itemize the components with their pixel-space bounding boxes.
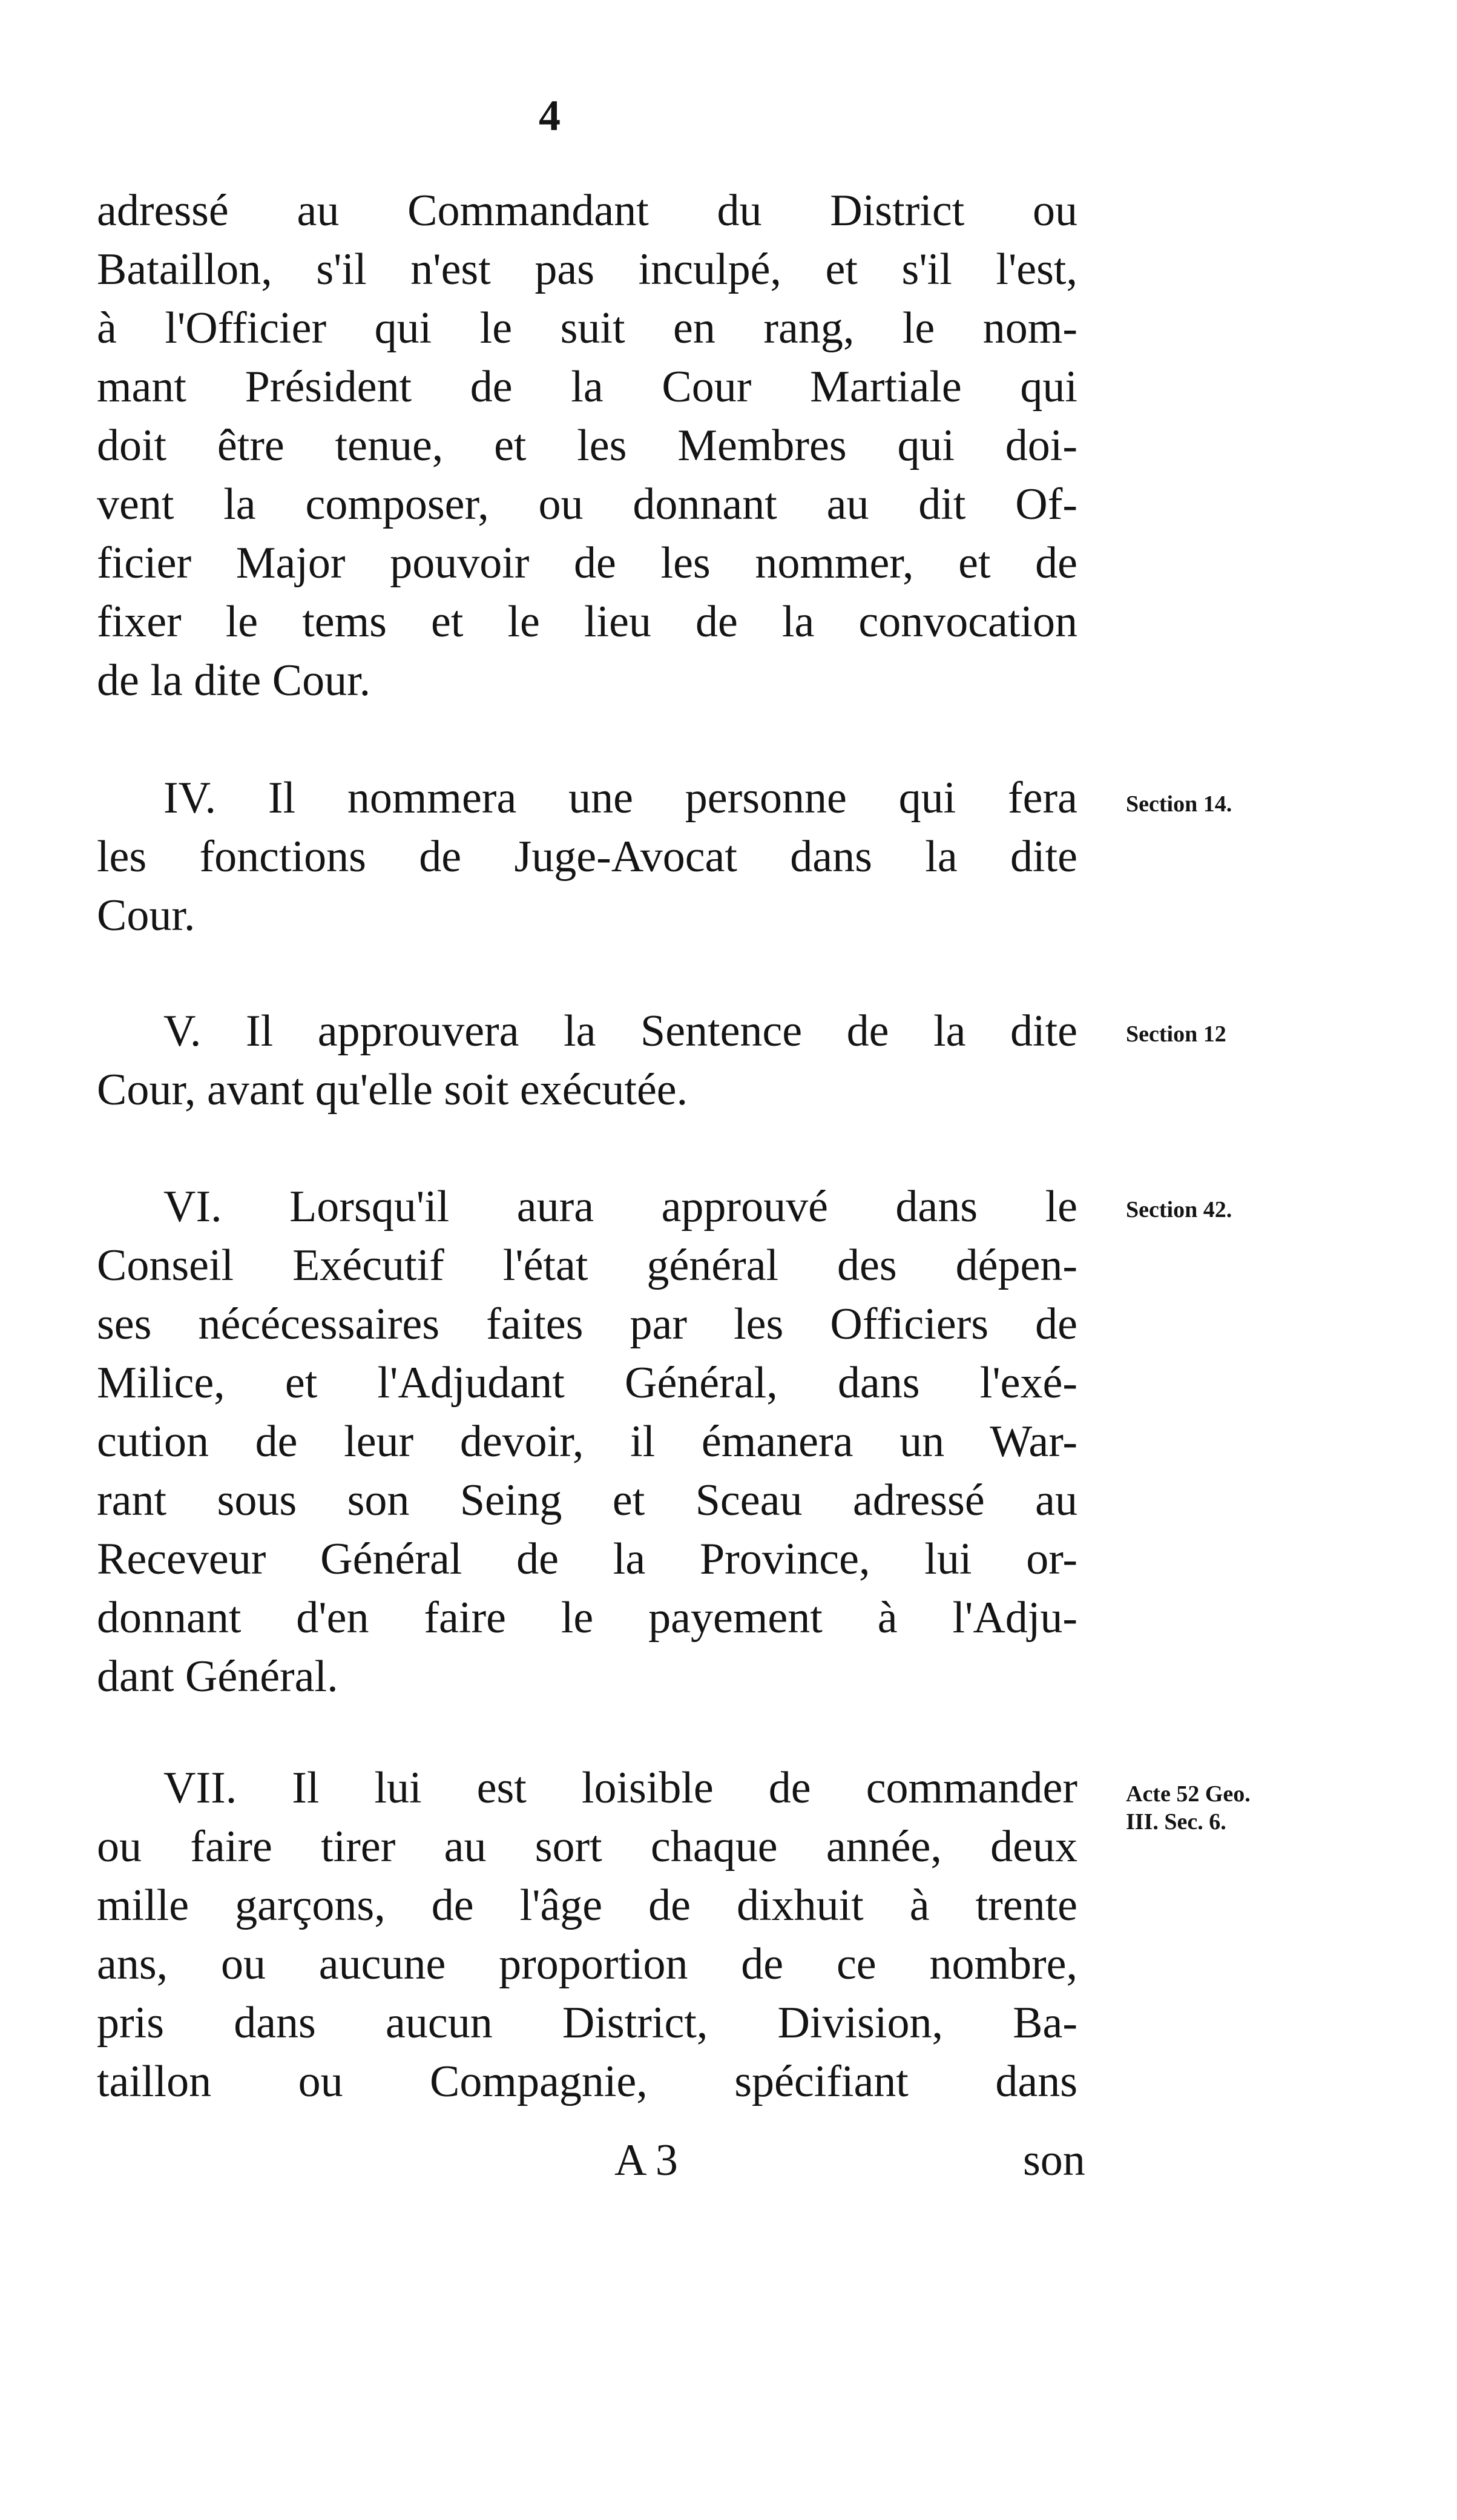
text-line: mille garçons, de l'âge de dixhuit à trente <box>97 1881 1077 1930</box>
margin-note-section <box>1126 1020 1226 1048</box>
text-line: IV. Il nommera une personne qui fera <box>163 773 1077 823</box>
text-line: adressé au Commandant du District ou <box>97 186 1077 236</box>
text-line: vent la composer, ou donnant au dit Of- <box>97 480 1077 529</box>
text-line: les fonctions de Juge-Avocat dans la dite <box>97 832 1077 882</box>
page-number: 4 <box>539 91 561 140</box>
text-line: Cour. <box>97 891 196 940</box>
text-line: Bataillon, s'il n'est pas inculpé, et s'il l'est, <box>97 245 1077 294</box>
text-line: VI. Lorsqu'il aura approuvé dans le <box>163 1182 1077 1232</box>
text-line: VII. Il lui est loisible de commander <box>163 1763 1077 1813</box>
paragraph-continuation <box>97 182 1077 710</box>
text-line: ses nécécessaires faites par les Officiers de <box>97 1299 1077 1349</box>
text-line: ans, ou aucune proportion de ce nombre, <box>97 1939 1077 1989</box>
text-line: taillon ou Compagnie, spécifiant dans <box>97 2057 1077 2106</box>
margin-note-text: Section 14. <box>1126 791 1232 817</box>
article-vii <box>97 1759 1077 2111</box>
text-line: fixer le tems et le lieu de la convocation <box>97 597 1077 647</box>
text-line: Cour, avant qu'elle soit exécutée. <box>97 1065 688 1115</box>
article-vi <box>97 1178 1077 1706</box>
text-line: à l'Officier qui le suit en rang, le nom- <box>97 303 1077 353</box>
text-line: pris dans aucun District, Division, Ba- <box>97 1998 1077 2048</box>
text-line: de la dite Cour. <box>97 656 371 705</box>
text-line: V. Il approuvera la Sentence de la dite <box>163 1006 1077 1056</box>
catchword: son <box>1023 2136 1085 2185</box>
margin-note-text: III. Sec. 6. <box>1126 1809 1226 1835</box>
article-v <box>97 1002 1077 1120</box>
text-line: Conseil Exécutif l'état général des dépen- <box>97 1241 1077 1290</box>
margin-note-section <box>1126 790 1232 818</box>
text-line: cution de leur devoir, il émanera un War- <box>97 1417 1077 1466</box>
margin-note-text: Section 12 <box>1126 1021 1226 1047</box>
text-line: mant Président de la Cour Martiale qui <box>97 362 1077 412</box>
text-line: ficier Major pouvoir de les nommer, et de <box>97 538 1077 588</box>
margin-note-act <box>1126 1780 1251 1836</box>
article-iv <box>97 769 1077 945</box>
text-line: Milice, et l'Adjudant Général, dans l'exé- <box>97 1358 1077 1408</box>
text-line: ou faire tirer au sort chaque année, deux <box>97 1822 1077 1872</box>
text-line: rant sous son Seing et Sceau adressé au <box>97 1476 1077 1525</box>
margin-note-text: Section 42. <box>1126 1197 1232 1222</box>
margin-note-text: Acte 52 Geo. <box>1126 1781 1251 1807</box>
text-line: dant Général. <box>97 1652 338 1701</box>
text-line: doit être tenue, et les Membres qui doi- <box>97 421 1077 470</box>
margin-note-section <box>1126 1196 1232 1224</box>
text-line: Receveur Général de la Province, lui or- <box>97 1534 1077 1584</box>
signature-mark: A 3 <box>614 2136 678 2185</box>
text-line: donnant d'en faire le payement à l'Adju- <box>97 1593 1077 1643</box>
